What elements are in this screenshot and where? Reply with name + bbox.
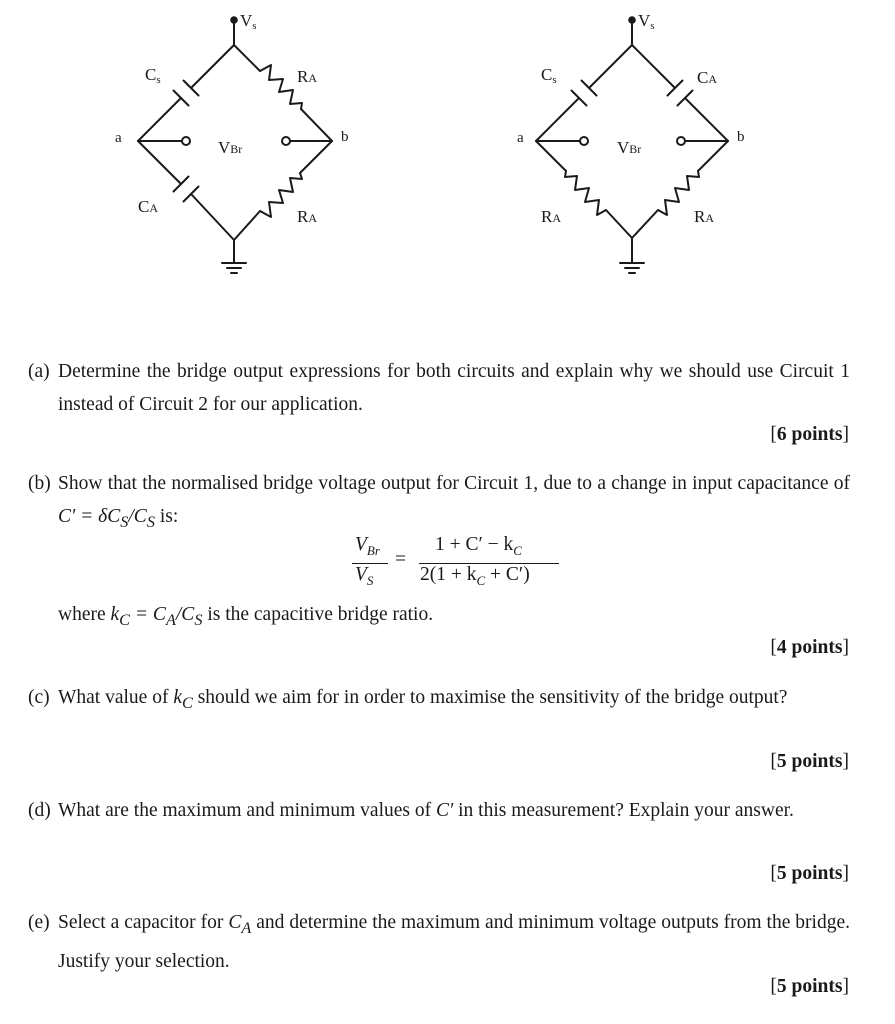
question-c-points: [5 points]	[770, 751, 849, 772]
question-b-points: [4 points]	[770, 637, 849, 658]
circuit2-label-ca: CA	[697, 68, 718, 87]
circuit2-terminal-b	[677, 137, 685, 145]
equation-lhs-numerator: $V_{Br}$	[355, 534, 380, 558]
equation-equals: =	[395, 549, 406, 570]
circuit2-ground-symbol	[620, 238, 644, 273]
circuit2-label-vs: Vs	[638, 11, 655, 32]
circuit1-terminal-a	[182, 137, 190, 145]
question-c-text: What value of $k_C$ should we aim for in order to maximise the sensitivity of the bridge output?	[58, 687, 788, 712]
circuit1-label-ra-top: RA	[297, 67, 318, 86]
question-d	[28, 794, 850, 827]
circuit2-capacitor-cs	[536, 45, 632, 141]
question-d-text: What are the maximum and minimum values of C′ in this measurement? Explain your answer.	[58, 800, 794, 821]
question-b-label: (b)	[28, 473, 51, 494]
circuit1-label-ca: CA	[138, 197, 159, 216]
circuit2-label-ra-right: RA	[694, 207, 715, 226]
circuit1-label-cs: Cs	[145, 65, 161, 86]
question-e-text: Select a capacitor for $C_A$ and determine the maximum and minimum voltage outputs from the bridge. Justify your selection.	[58, 912, 850, 972]
question-a-text: Determine the bridge output expressions for both circuits and explain why we should use Circuit 1 instead of Circuit 2 for our application.	[58, 361, 850, 415]
question-e-label: (e)	[28, 912, 50, 933]
circuit-diagrams	[0, 0, 895, 300]
circuit2-terminal-a	[580, 137, 588, 145]
question-b	[28, 467, 850, 539]
question-d-points: [5 points]	[770, 863, 849, 884]
circuit2-label-a: a	[517, 130, 524, 146]
circuit1-label-a: a	[115, 130, 122, 146]
question-a	[28, 355, 850, 421]
question-c	[28, 681, 850, 720]
equation-lhs-denominator: $V_S$	[355, 564, 374, 588]
circuit2-label-vbr: VBr	[617, 138, 642, 157]
circuit1-resistor-ra-bottom	[234, 141, 332, 240]
circuit2-supply-terminal	[629, 17, 635, 23]
circuit2-label-ra-left: RA	[541, 207, 562, 226]
circuit1-resistor-ra-top	[234, 45, 332, 141]
circuit1-label-ra-bottom: RA	[297, 207, 318, 226]
question-b-text: Show that the normalised bridge voltage output for Circuit 1, due to a change in input capacitance of $C' = \delta C_S/C_S$ is:	[58, 473, 850, 531]
question-e-points: [5 points]	[770, 976, 849, 997]
circuit2-label-b: b	[737, 129, 745, 145]
circuit2-capacitor-ca	[632, 45, 728, 141]
equation-rhs-numerator: $1 + C' - k_C$	[435, 534, 522, 558]
question-a-points: [6 points]	[770, 424, 849, 445]
question-a-label: (a)	[28, 361, 50, 382]
question-b-where	[28, 598, 850, 637]
question-d-label: (d)	[28, 800, 51, 821]
question-b-where-text: where $k_C = C_A/C_S$ is the capacitive bridge ratio.	[58, 604, 434, 629]
circuit1-label-vs: Vs	[240, 11, 257, 32]
question-e	[28, 906, 850, 978]
equation-rhs-denominator: $2(1 + k_C + C')$	[420, 564, 530, 588]
question-c-label: (c)	[28, 687, 50, 708]
circuit1-capacitor-cs	[138, 45, 234, 141]
circuit1-label-b: b	[341, 129, 349, 145]
circuit1-supply-terminal	[231, 17, 237, 23]
circuit1-label-vbr: VBr	[218, 138, 243, 157]
circuit1-terminal-b	[282, 137, 290, 145]
circuit1-ground-symbol	[222, 240, 246, 273]
circuit2-label-cs: Cs	[541, 65, 557, 86]
